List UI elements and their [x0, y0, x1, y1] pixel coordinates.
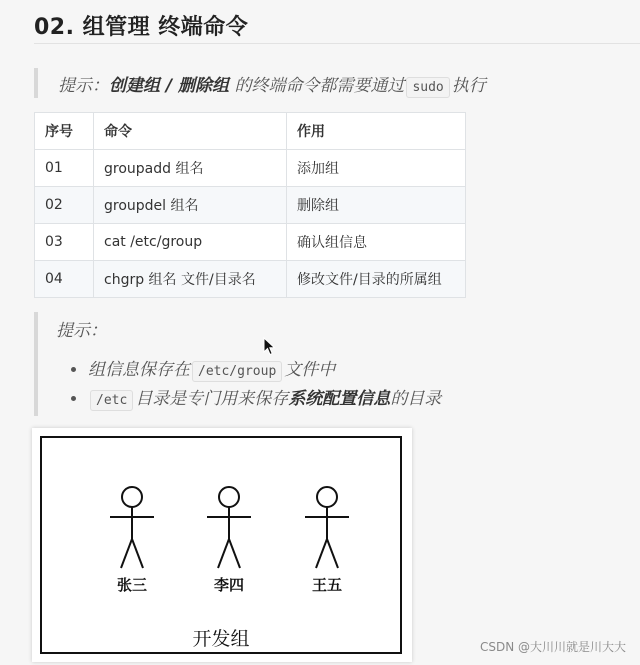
cell-command: cat /etc/group [94, 224, 287, 261]
header-index: 序号 [35, 113, 94, 150]
cell-command: groupdel 组名 [94, 187, 287, 224]
person-name: 王五 [311, 576, 342, 594]
tip-bold-text: 创建组 / 删除组 [109, 76, 230, 96]
list-item [88, 385, 441, 414]
cell-index: 02 [35, 187, 94, 224]
stick-figure-icon [199, 484, 259, 574]
cell-purpose: 删除组 [287, 187, 466, 224]
stick-figure-icon [297, 484, 357, 574]
section-heading: 02. 组管理 终端命令 [34, 15, 249, 40]
group-commands-table [34, 112, 466, 298]
tip2-label: 提示： [56, 321, 107, 341]
header-purpose: 作用 [287, 113, 466, 150]
table-row [35, 150, 466, 187]
table-row [35, 224, 466, 261]
group-diagram-image [32, 428, 412, 662]
cell-command: groupadd 组名 [94, 150, 287, 187]
tip-middle-text: 的终端命令都需要通过 [229, 76, 405, 96]
cell-purpose: 添加组 [287, 150, 466, 187]
bullet1-before: 组信息保存在 [88, 360, 190, 380]
mouse-pointer-icon [263, 337, 277, 357]
tip-blockquote-sudo [34, 68, 618, 98]
tip-blockquote-group-info [34, 312, 638, 416]
cell-purpose: 修改文件/目录的所属组 [287, 261, 466, 298]
bullet2-after: 的目录 [390, 389, 442, 409]
person-name: 李四 [213, 576, 244, 594]
csdn-watermark: CSDN @大川川就是川大大 [479, 640, 626, 654]
person-name: 张三 [116, 576, 147, 594]
bullet1-after: 文件中 [284, 360, 336, 380]
table-row [35, 261, 466, 298]
sudo-code: sudo [406, 77, 449, 98]
cell-command: chgrp 组名 文件/目录名 [94, 261, 287, 298]
bullet2-before: 目录是专门用来保存 [135, 389, 289, 409]
tip2-bullet-list [66, 356, 441, 414]
tip-text [58, 71, 486, 96]
heading-divider [34, 43, 640, 44]
list-item [88, 356, 441, 385]
tip-suffix: 执行 [451, 76, 486, 96]
table-row [35, 187, 466, 224]
etc-code: /etc [90, 390, 133, 411]
table-header-row [35, 113, 466, 150]
cell-purpose: 确认组信息 [287, 224, 466, 261]
group-label: 开发组 [192, 628, 250, 650]
header-command: 命令 [94, 113, 287, 150]
bullet2-bold: 系统配置信息 [288, 389, 391, 409]
tip-prefix: 提示： [58, 76, 109, 96]
group-diagram-frame [40, 436, 402, 654]
cell-index: 03 [35, 224, 94, 261]
cell-index: 01 [35, 150, 94, 187]
stick-figure-icon [102, 484, 162, 574]
cell-index: 04 [35, 261, 94, 298]
etc-group-code: /etc/group [192, 361, 282, 382]
